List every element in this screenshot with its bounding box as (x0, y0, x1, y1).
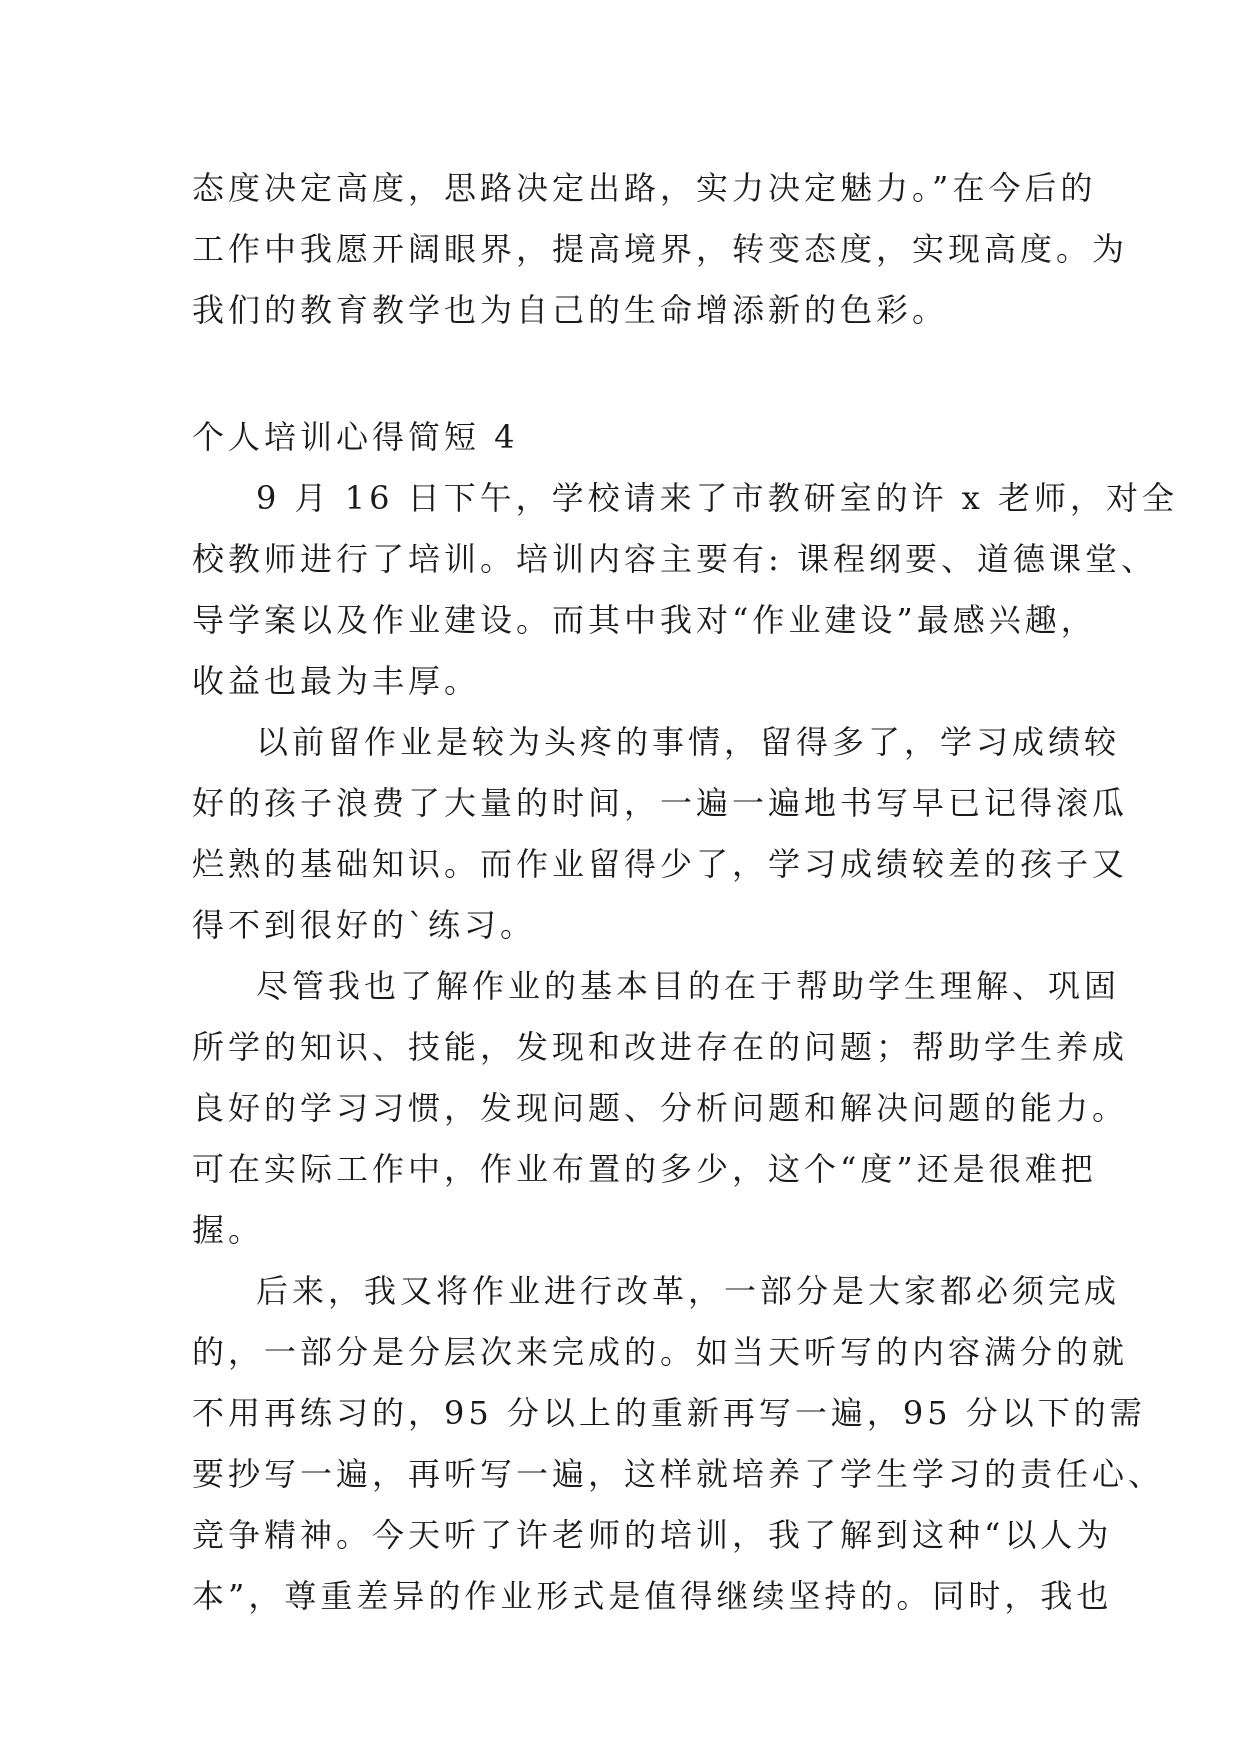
text-line: 的，一部分是分层次来完成的。如当天听写的内容满分的就 (192, 1333, 1129, 1371)
section-title: 个人培训心得简短 4 (192, 418, 519, 456)
text-line: 竞争精神。今天听了许老师的培训，我了解到这种“以人为 (192, 1516, 1113, 1554)
paragraph-2 (192, 712, 1129, 956)
text-line: 要抄写一遍，再听写一遍，这样就培养了学生学习的责任心、 (192, 1455, 1165, 1493)
text-line: 9 月 16 日下午，学校请来了市教研室的许 x 老师，对全 (256, 479, 1178, 517)
paragraph-1 (192, 468, 1178, 712)
text-line: 握。 (192, 1211, 265, 1249)
text-line: 我们的教育教学也为自己的生命增添新的色彩。 (192, 291, 949, 329)
intro-paragraph (192, 158, 1129, 341)
text-line: 尽管我也了解作业的基本目的在于帮助学生理解、巩固 (256, 967, 1121, 1005)
text-line: 良好的学习习惯，发现问题、分析问题和解决问题的能力。 (192, 1089, 1129, 1127)
document-body (192, 158, 1178, 1627)
text-line: 可在实际工作中，作业布置的多少，这个“度”还是很难把 (192, 1150, 1097, 1188)
paragraph-3 (192, 956, 1129, 1261)
text-line: 态度决定高度，思路决定出路，实力决定魅力。”在今后的 (192, 169, 1097, 207)
text-line: 本”，尊重差异的作业形式是值得继续坚持的。同时，我也 (192, 1577, 1113, 1615)
text-line: 得不到很好的`练习。 (192, 906, 537, 944)
text-line: 校教师进行了培训。培训内容主要有: 课程纲要、道德课堂、 (192, 540, 1157, 578)
paragraph-4 (192, 1261, 1165, 1627)
text-line: 好的孩子浪费了大量的时间，一遍一遍地书写早已记得滚瓜 (192, 784, 1129, 822)
text-line: 以前留作业是较为头疼的事情，留得多了，学习成绩较 (256, 723, 1121, 761)
text-line: 烂熟的基础知识。而作业留得少了，学习成绩较差的孩子又 (192, 845, 1129, 883)
text-line: 收益也最为丰厚。 (192, 662, 481, 700)
text-line: 所学的知识、技能，发现和改进存在的问题；帮助学生养成 (192, 1028, 1129, 1066)
text-line: 后来，我又将作业进行改革，一部分是大家都必须完成 (256, 1272, 1121, 1310)
text-line: 导学案以及作业建设。而其中我对“作业建设”最感兴趣， (192, 601, 1097, 639)
text-line: 不用再练习的，95 分以上的重新再写一遍，95 分以下的需 (192, 1394, 1146, 1432)
section-spacer (192, 341, 1052, 407)
text-line: 工作中我愿开阔眼界，提高境界，转变态度，实现高度。为 (192, 230, 1129, 268)
